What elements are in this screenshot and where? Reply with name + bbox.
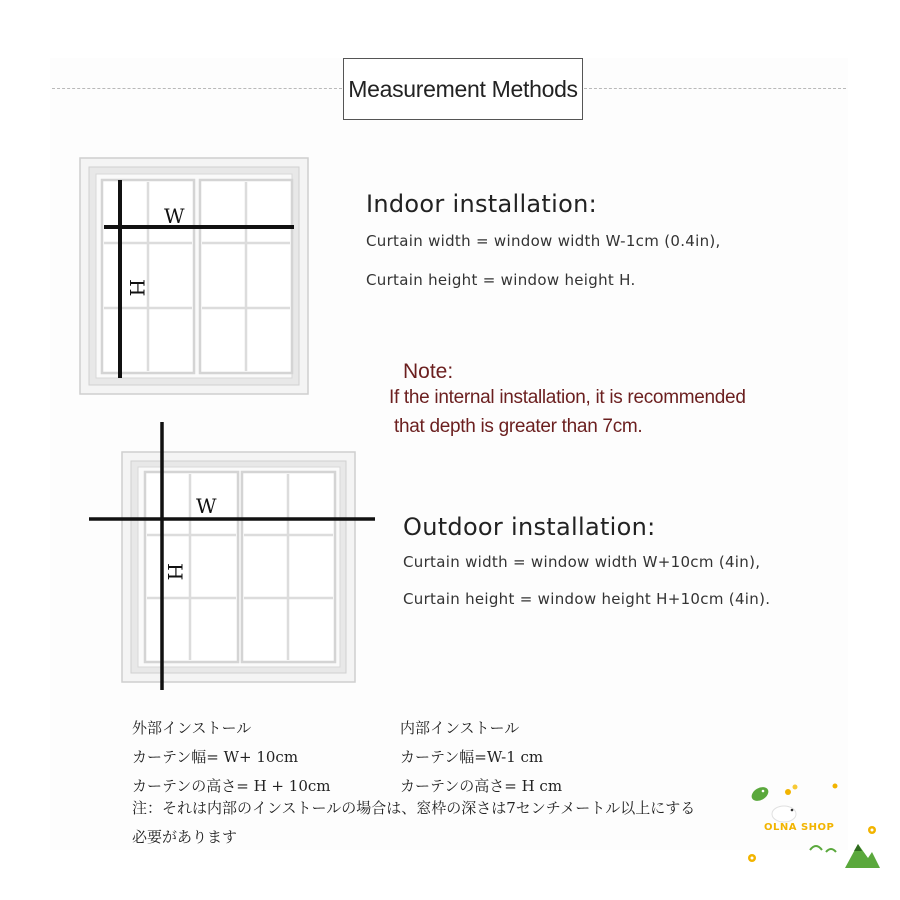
outdoor-window-diagram xyxy=(89,422,375,690)
note-title: Note: xyxy=(403,360,454,383)
outdoor-height-formula: Curtain height = window height H+10cm (4in). xyxy=(403,590,771,608)
jp-indoor-height: カーテンの高さ= H cm xyxy=(400,777,563,795)
note-line-2: that depth is greater than 7cm. xyxy=(394,416,643,437)
jp-outdoor-width: カーテン幅= W+ 10cm xyxy=(132,748,299,766)
bird-icon xyxy=(772,806,796,822)
jp-outdoor-height: カーテンの高さ= H + 10cm xyxy=(132,777,331,795)
jp-indoor-heading: 内部インストール xyxy=(400,719,520,737)
indoor-width-label: W xyxy=(164,204,185,228)
outdoor-height-label: H xyxy=(163,563,187,581)
outdoor-width-label: W xyxy=(196,494,217,518)
jp-note-line-1: 注：それは内部のインストールの場合は、窓枠の深さは7センチメートル以上にする xyxy=(132,799,696,817)
outdoor-width-formula: Curtain width = window width W+10cm (4in), xyxy=(403,553,761,571)
sprout-icon xyxy=(810,846,836,852)
page-title: Measurement Methods xyxy=(343,58,583,120)
mountain-icon xyxy=(845,844,880,868)
jp-indoor-width: カーテン幅=W-1 cm xyxy=(400,748,544,766)
indoor-window-diagram xyxy=(80,158,308,394)
indoor-height-label: H xyxy=(125,279,149,297)
indoor-width-formula: Curtain width = window width W-1cm (0.4in), xyxy=(366,232,721,250)
outdoor-heading: Outdoor installation: xyxy=(403,513,656,541)
note-line-1: If the internal installation, it is recommended xyxy=(389,387,746,408)
leaf-icon xyxy=(749,784,771,803)
jp-outdoor-heading: 外部インストール xyxy=(132,719,252,737)
shop-logo-text: OLNA SHOP xyxy=(764,822,835,833)
jp-note-line-2: 必要があります xyxy=(132,828,238,846)
indoor-height-formula: Curtain height = window height H. xyxy=(366,271,636,289)
indoor-heading: Indoor installation: xyxy=(366,190,597,218)
